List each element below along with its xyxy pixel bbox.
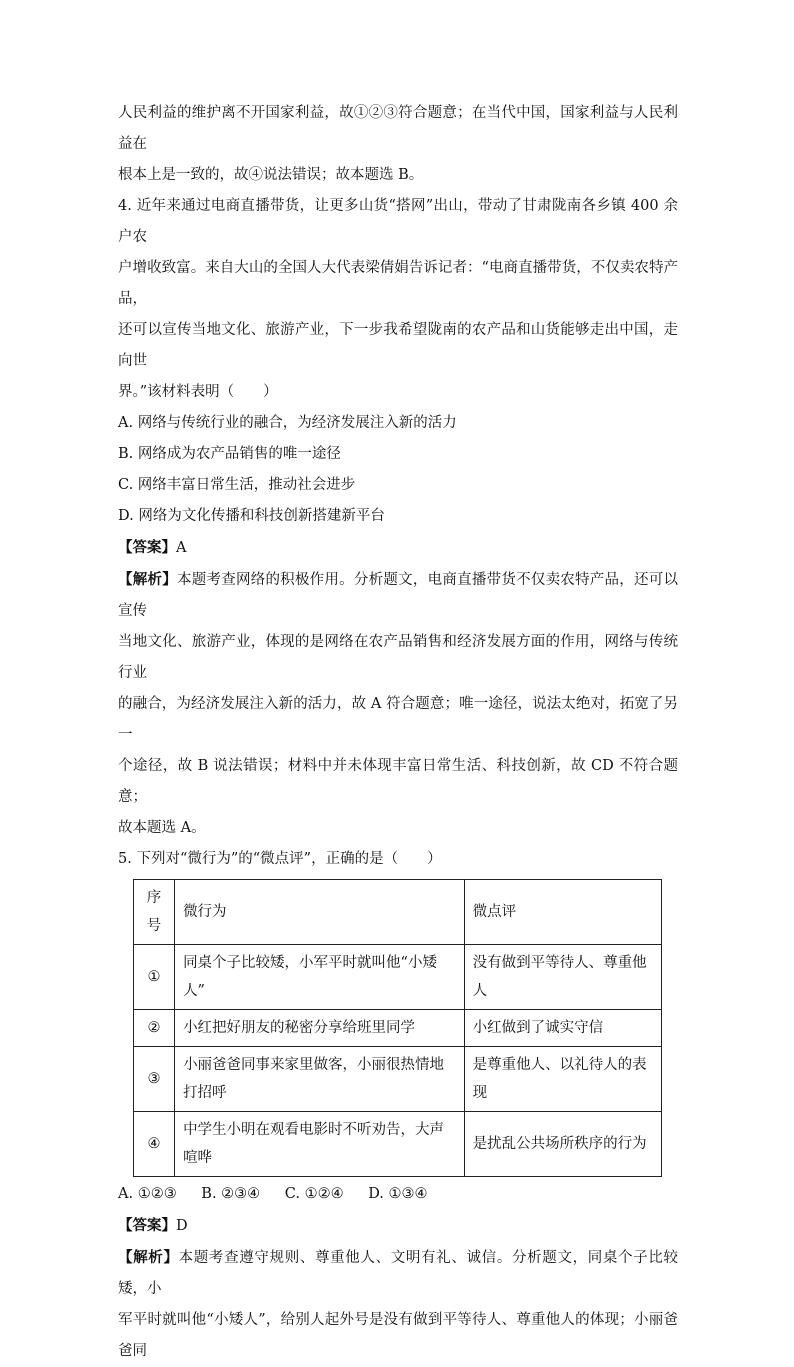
q4-analysis-text-1: 本题考查网络的积极作用。分析题文，电商直播带货不仅卖农特产品，还可以宣传	[118, 572, 679, 619]
q5-choice-b: B. ②③④	[201, 1186, 261, 1202]
q5-stem: 5. 下列对“微行为”的“微点评”，正确的是（ ）	[118, 851, 442, 867]
row-number: ①	[134, 945, 175, 1010]
row-comment: 是尊重他人、以礼待人的表现	[464, 1047, 661, 1112]
q4-stem-line-4: 界。”该材料表明（ ）	[118, 384, 278, 400]
table-row	[134, 1047, 662, 1112]
q5-answer	[118, 1210, 678, 1242]
q5-analysis-line-2: 军平时就叫他“小矮人”，给别人起外号是没有做到平等待人、尊重他人的体现；小丽爸爸同	[118, 1312, 678, 1359]
q4-analysis-label: 【解析】	[118, 571, 177, 588]
row-comment: 没有做到平等待人、尊重他人	[464, 945, 661, 1010]
q4-stem-line-1: 4. 近年来通过电商直播带货，让更多山货“搭网”出山，带动了甘肃陇南各乡镇 400 余户农	[118, 198, 678, 245]
q5-answer-value: D	[176, 1218, 188, 1234]
q4-option-a: A. 网络与传统行业的融合，为经济发展注入新的活力	[118, 415, 457, 431]
intro-line-1: 人民利益的维护离不开国家利益，故①②③符合题意；在当代中国，国家利益与人民利益在	[118, 105, 678, 152]
q4-analysis-line-2: 当地文化、旅游产业，体现的是网络在农产品销售和经济发展方面的作用，网络与传统行业	[118, 634, 678, 681]
q4-analysis-line-3: 的融合，为经济发展注入新的活力，故 A 符合题意；唯一途径，说法太绝对，拓宽了另一	[118, 696, 678, 743]
table-row	[134, 1112, 662, 1177]
row-comment: 小红做到了诚实守信	[464, 1010, 661, 1047]
header-comment: 微点评	[464, 880, 661, 945]
row-number: ③	[134, 1047, 175, 1112]
q5-choice-a: A. ①②③	[118, 1186, 177, 1202]
row-number: ④	[134, 1112, 175, 1177]
row-comment: 是扰乱公共场所秩序的行为	[464, 1112, 661, 1177]
question-4	[118, 191, 678, 844]
q5-analysis-label: 【解析】	[118, 1249, 179, 1266]
table-header-row	[134, 880, 662, 945]
q4-option-b: B. 网络成为农产品销售的唯一途径	[118, 446, 341, 462]
q4-answer-value: A	[176, 540, 187, 556]
q4-analysis-line-4: 个途径，故 B 说法错误；材料中并未体现丰富日常生活、科技创新，故 CD 不符合题意；	[118, 758, 678, 805]
header-number: 序号	[134, 880, 175, 945]
q4-answer-label: 【答案】	[118, 539, 176, 556]
q5-choice-d: D. ①③④	[368, 1186, 428, 1202]
row-behavior: 同桌个子比较矮，小军平时就叫他“小矮人”	[175, 945, 465, 1010]
table-row	[134, 945, 662, 1010]
q4-option-d: D. 网络为文化传播和科技创新搭建新平台	[118, 508, 385, 524]
table-row	[134, 1010, 662, 1047]
q5-answer-label: 【答案】	[118, 1217, 176, 1234]
q4-option-c: C. 网络丰富日常生活，推动社会进步	[118, 477, 356, 493]
q5-analysis-text-1: 本题考查遵守规则、尊重他人、文明有礼、诚信。分析题文，同桌个子比较矮，小	[118, 1250, 679, 1297]
row-behavior: 小红把好朋友的秘密分享给班里同学	[175, 1010, 465, 1047]
document-page	[118, 98, 678, 1367]
q4-stem-line-2: 户增收致富。来自大山的全国人大代表梁倩娟告诉记者：“电商直播带货，不仅卖农特产品，	[118, 260, 678, 307]
q4-answer	[118, 532, 678, 564]
q4-analysis-line-5: 故本题选 A。	[118, 820, 206, 836]
intro-line-2: 根本上是一致的，故④说法错误；故本题选 B。	[118, 167, 424, 183]
row-behavior: 中学生小明在观看电影时不听劝告，大声喧哗	[175, 1112, 465, 1177]
row-behavior: 小丽爸爸同事来家里做客，小丽很热情地打招呼	[175, 1047, 465, 1112]
question-5	[118, 844, 678, 1367]
q4-stem-line-3: 还可以宣传当地文化、旅游产业，下一步我希望陇南的农产品和山货能够走出中国，走向世	[118, 322, 678, 369]
q4-analysis-line-1	[118, 564, 678, 627]
header-behavior: 微行为	[175, 880, 465, 945]
row-number: ②	[134, 1010, 175, 1047]
q5-analysis-line-1	[118, 1242, 678, 1305]
q5-choice-c: C. ①②④	[284, 1186, 344, 1202]
q5-choices	[118, 1179, 678, 1210]
q5-table	[133, 879, 662, 1177]
